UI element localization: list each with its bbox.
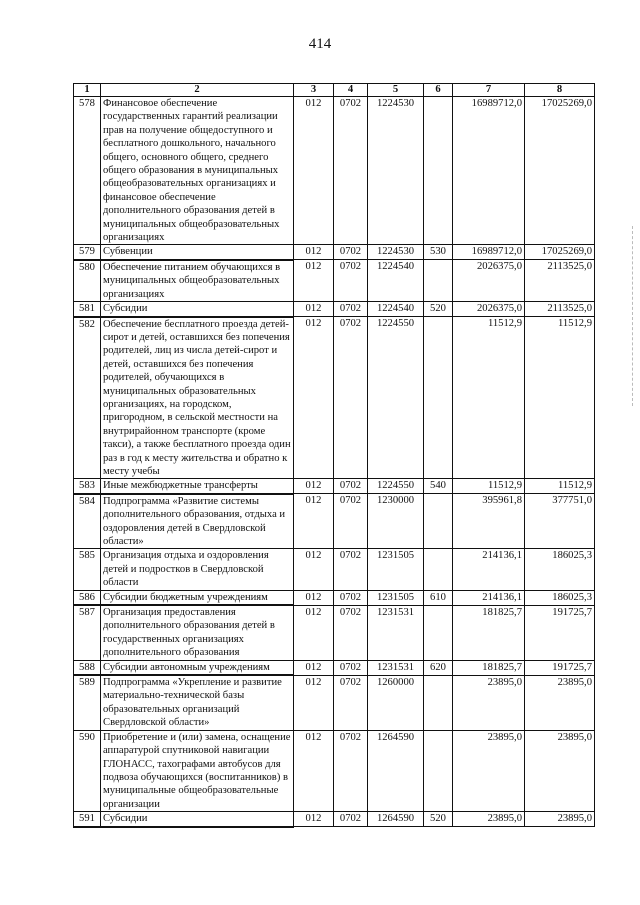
amount-year2-cell: 11512,9 [525, 479, 595, 494]
ministry-code-cell: 012 [294, 812, 334, 827]
target-code-cell: 1224550 [368, 317, 424, 479]
target-code-cell: 1231531 [368, 660, 424, 675]
column-header: 4 [334, 84, 368, 97]
row-number-cell: 578 [74, 97, 101, 245]
table-body [74, 97, 595, 827]
table-row [74, 590, 595, 605]
row-number-cell: 587 [74, 605, 101, 660]
section-code-cell: 0702 [334, 494, 368, 549]
section-code-cell: 0702 [334, 260, 368, 302]
table-row [74, 479, 595, 494]
amount-year2-cell: 17025269,0 [525, 245, 595, 260]
table-row [74, 97, 595, 245]
expense-type-cell: 520 [424, 812, 453, 827]
section-code-cell: 0702 [334, 245, 368, 260]
target-code-cell: 1224530 [368, 97, 424, 245]
table-row [74, 549, 595, 590]
amount-year1-cell: 16989712,0 [453, 97, 525, 245]
row-number-cell: 579 [74, 245, 101, 260]
expense-type-cell: 520 [424, 302, 453, 317]
item-name-cell: Обеспечение бесплатного проезда детей-сирот и детей, оставшихся без попечения родителей, лиц из числа детей-сирот и детей, оставшихся без попечения родителей, обучающихся в муниципальных образовательных организациях, на городском, пригородном, в сельской местности на внутрирайонном транспорте (кроме такси), а также бесплатного проезда один раз в год к месту жительства и обратно к месту учебы [101, 317, 294, 479]
item-name-cell: Обеспечение питанием обучающихся в муниципальных общеобразовательных организациях [101, 260, 294, 302]
ministry-code-cell: 012 [294, 675, 334, 730]
expense-type-cell [424, 675, 453, 730]
item-name-cell: Субвенции [101, 245, 294, 260]
amount-year2-cell: 23895,0 [525, 675, 595, 730]
amount-year2-cell: 23895,0 [525, 812, 595, 827]
ministry-code-cell: 012 [294, 260, 334, 302]
table-row [74, 675, 595, 730]
target-code-cell: 1264590 [368, 812, 424, 827]
table-row [74, 605, 595, 660]
target-code-cell: 1230000 [368, 494, 424, 549]
table-row [74, 302, 595, 317]
amount-year1-cell: 23895,0 [453, 675, 525, 730]
expense-type-cell: 530 [424, 245, 453, 260]
item-name-cell: Организация предоставления дополнительного образования детей в государственных организациях дополнительного образования [101, 605, 294, 660]
section-code-cell: 0702 [334, 479, 368, 494]
amount-year2-cell: 186025,3 [525, 590, 595, 605]
item-name-cell: Подпрограмма «Развитие системы дополнительного образования, отдыха и оздоровления детей в Свердловской области» [101, 494, 294, 549]
amount-year1-cell: 181825,7 [453, 660, 525, 675]
column-header: 6 [424, 84, 453, 97]
amount-year2-cell: 17025269,0 [525, 97, 595, 245]
table-row [74, 260, 595, 302]
amount-year2-cell: 23895,0 [525, 730, 595, 811]
row-number-cell: 580 [74, 260, 101, 302]
item-name-cell: Финансовое обеспечение государственных гарантий реализации прав на получение общедоступного и бесплатного дошкольного, начального общего, основного общего, среднего общего образования в муниципальных общеобразовательных организациях и финансовое обеспечение дополнительного образования детей в муниципальных общеобразовательных организациях [101, 97, 294, 245]
row-number-cell: 591 [74, 812, 101, 827]
ministry-code-cell: 012 [294, 302, 334, 317]
column-header: 3 [294, 84, 334, 97]
section-code-cell: 0702 [334, 317, 368, 479]
expense-type-cell [424, 317, 453, 479]
target-code-cell: 1224530 [368, 245, 424, 260]
item-name-cell: Субсидии [101, 302, 294, 317]
row-number-cell: 584 [74, 494, 101, 549]
amount-year2-cell: 2113525,0 [525, 302, 595, 317]
margin-mark [632, 226, 634, 406]
ministry-code-cell: 012 [294, 660, 334, 675]
expense-type-cell [424, 97, 453, 245]
section-code-cell: 0702 [334, 590, 368, 605]
table-row [74, 730, 595, 811]
column-header: 2 [101, 84, 294, 97]
expense-type-cell [424, 260, 453, 302]
table-row [74, 494, 595, 549]
ministry-code-cell: 012 [294, 245, 334, 260]
target-code-cell: 1231505 [368, 590, 424, 605]
header-row [74, 84, 595, 97]
ministry-code-cell: 012 [294, 549, 334, 590]
section-code-cell: 0702 [334, 549, 368, 590]
amount-year2-cell: 191725,7 [525, 660, 595, 675]
row-number-cell: 585 [74, 549, 101, 590]
row-number-cell: 586 [74, 590, 101, 605]
item-name-cell: Иные межбюджетные трансферты [101, 479, 294, 494]
target-code-cell: 1231531 [368, 605, 424, 660]
amount-year1-cell: 181825,7 [453, 605, 525, 660]
target-code-cell: 1260000 [368, 675, 424, 730]
expense-type-cell: 620 [424, 660, 453, 675]
ministry-code-cell: 012 [294, 97, 334, 245]
amount-year1-cell: 11512,9 [453, 317, 525, 479]
target-code-cell: 1224540 [368, 302, 424, 317]
amount-year1-cell: 395961,8 [453, 494, 525, 549]
row-number-cell: 583 [74, 479, 101, 494]
item-name-cell: Субсидии [101, 812, 294, 827]
row-number-cell: 588 [74, 660, 101, 675]
amount-year1-cell: 16989712,0 [453, 245, 525, 260]
row-number-cell: 581 [74, 302, 101, 317]
ministry-code-cell: 012 [294, 730, 334, 811]
expense-type-cell [424, 730, 453, 811]
ministry-code-cell: 012 [294, 605, 334, 660]
table-row [74, 812, 595, 827]
target-code-cell: 1224550 [368, 479, 424, 494]
ministry-code-cell: 012 [294, 494, 334, 549]
expense-type-cell: 540 [424, 479, 453, 494]
column-header: 5 [368, 84, 424, 97]
column-header: 7 [453, 84, 525, 97]
amount-year2-cell: 2113525,0 [525, 260, 595, 302]
column-header: 8 [525, 84, 595, 97]
amount-year1-cell: 2026375,0 [453, 302, 525, 317]
ministry-code-cell: 012 [294, 479, 334, 494]
column-header: 1 [74, 84, 101, 97]
expense-type-cell [424, 605, 453, 660]
item-name-cell: Подпрограмма «Укрепление и развитие материально-технической базы образовательных организаций Свердловской области» [101, 675, 294, 730]
target-code-cell: 1264590 [368, 730, 424, 811]
section-code-cell: 0702 [334, 660, 368, 675]
amount-year2-cell: 191725,7 [525, 605, 595, 660]
ministry-code-cell: 012 [294, 590, 334, 605]
amount-year1-cell: 23895,0 [453, 730, 525, 811]
section-code-cell: 0702 [334, 812, 368, 827]
budget-table [73, 83, 595, 828]
amount-year1-cell: 2026375,0 [453, 260, 525, 302]
amount-year1-cell: 214136,1 [453, 549, 525, 590]
amount-year2-cell: 377751,0 [525, 494, 595, 549]
table-row [74, 245, 595, 260]
expense-type-cell [424, 549, 453, 590]
row-number-cell: 590 [74, 730, 101, 811]
item-name-cell: Субсидии бюджетным учреждениям [101, 590, 294, 605]
amount-year2-cell: 11512,9 [525, 317, 595, 479]
ministry-code-cell: 012 [294, 317, 334, 479]
table-row [74, 660, 595, 675]
section-code-cell: 0702 [334, 97, 368, 245]
page-number: 414 [308, 36, 332, 52]
row-number-cell: 589 [74, 675, 101, 730]
table-row [74, 317, 595, 479]
target-code-cell: 1224540 [368, 260, 424, 302]
item-name-cell: Организация отдыха и оздоровления детей и подростков в Свердловской области [101, 549, 294, 590]
expense-type-cell [424, 494, 453, 549]
amount-year1-cell: 11512,9 [453, 479, 525, 494]
expense-type-cell: 610 [424, 590, 453, 605]
amount-year1-cell: 23895,0 [453, 812, 525, 827]
amount-year1-cell: 214136,1 [453, 590, 525, 605]
target-code-cell: 1231505 [368, 549, 424, 590]
item-name-cell: Приобретение и (или) замена, оснащение аппаратурой спутниковой навигации ГЛОНАСС, тахографами автобусов для подвоза обучающихся (воспитанников) в муниципальные общеобразовательные организации [101, 730, 294, 811]
item-name-cell: Субсидии автономным учреждениям [101, 660, 294, 675]
row-number-cell: 582 [74, 317, 101, 479]
section-code-cell: 0702 [334, 730, 368, 811]
amount-year2-cell: 186025,3 [525, 549, 595, 590]
section-code-cell: 0702 [334, 605, 368, 660]
section-code-cell: 0702 [334, 675, 368, 730]
section-code-cell: 0702 [334, 302, 368, 317]
